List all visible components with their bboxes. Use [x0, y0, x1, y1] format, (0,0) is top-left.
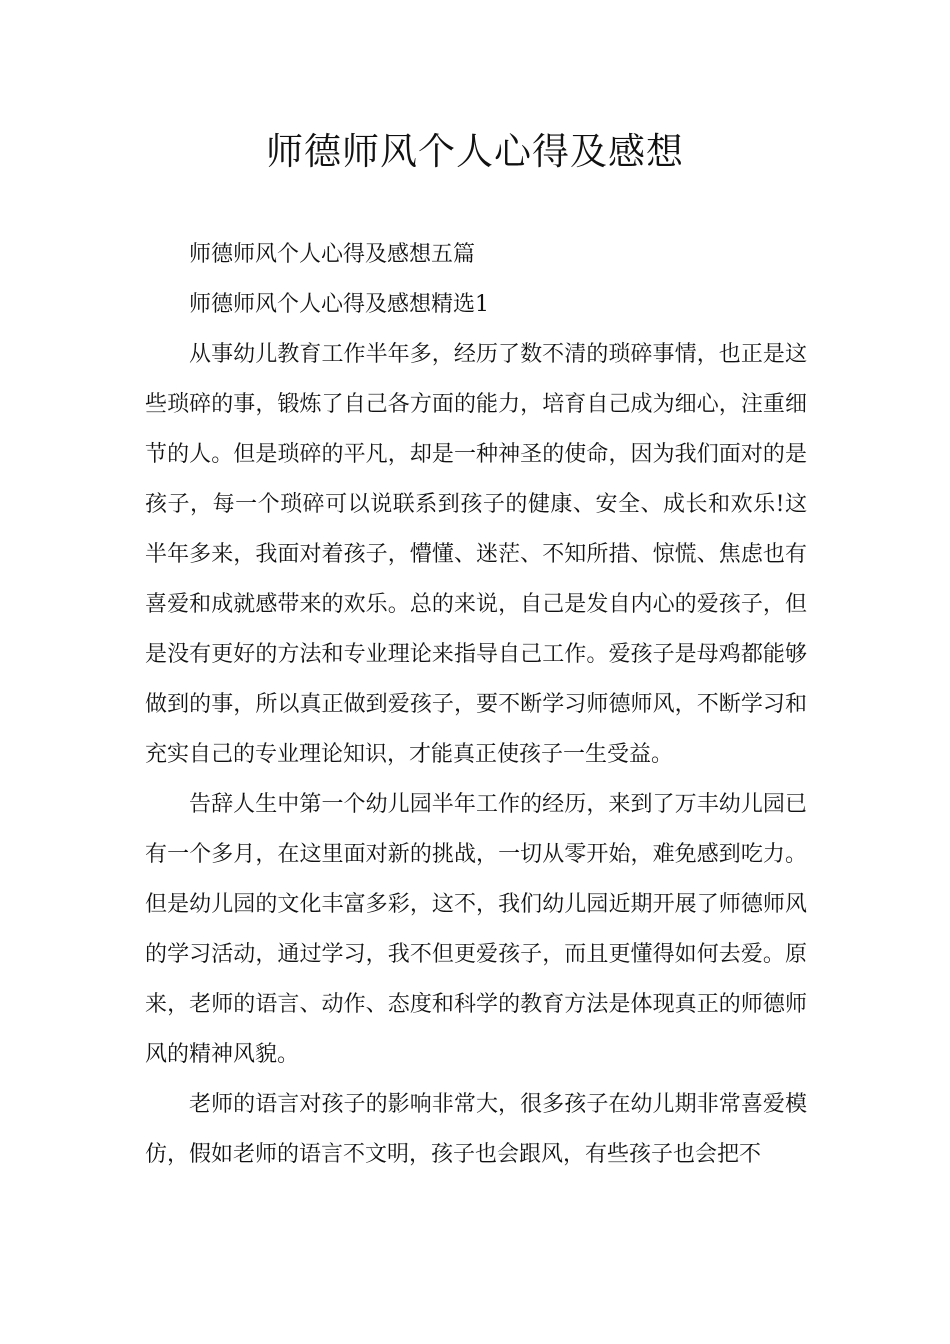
- body-paragraph: 从事幼儿教育工作半年多，经历了数不清的琐碎事情，也正是这些琐碎的事，锻炼了自己各方面的能力，培育自己成为细心，注重细节的人。但是琐碎的平凡，却是一种神圣的使命，因为我们面对的是孩子，每一个琐碎可以说联系到孩子的健康、安全、成长和欢乐!这半年多来，我面对着孩子，懵懂、迷茫、不知所措、惊慌、焦虑也有喜爱和成就感带来的欢乐。总的来说，自己是发自内心的爱孩子，但是没有更好的方法和专业理论来指导自己工作。爱孩子是母鸡都能够做到的事，所以真正做到爱孩子，要不断学习师德师风，不断学习和充实自己的专业理论知识，才能真正使孩子一生受益。: [145, 342, 807, 767]
- body-paragraph: 老师的语言对孩子的影响非常大，很多孩子在幼儿期非常喜爱模仿，假如老师的语言不文明，孩子也会跟风，有些孩子也会把不: [145, 1092, 807, 1167]
- document-body: [145, 230, 807, 1180]
- body-paragraph: 告辞人生中第一个幼儿园半年工作的经历，来到了万丰幼儿园已有一个多月，在这里面对新的挑战，一切从零开始，难免感到吃力。但是幼儿园的文化丰富多彩，这不，我们幼儿园近期开展了师德师风的学习活动，通过学习，我不但更爱孩子，而且更懂得如何去爱。原来，老师的语言、动作、态度和科学的教育方法是体现真正的师德师风的精神风貌。: [145, 792, 807, 1067]
- document-subtitle: 师德师风个人心得及感想五篇: [189, 242, 476, 267]
- section-heading: 师德师风个人心得及感想精选1: [189, 292, 489, 317]
- document-title: 师德师风个人心得及感想: [266, 130, 684, 173]
